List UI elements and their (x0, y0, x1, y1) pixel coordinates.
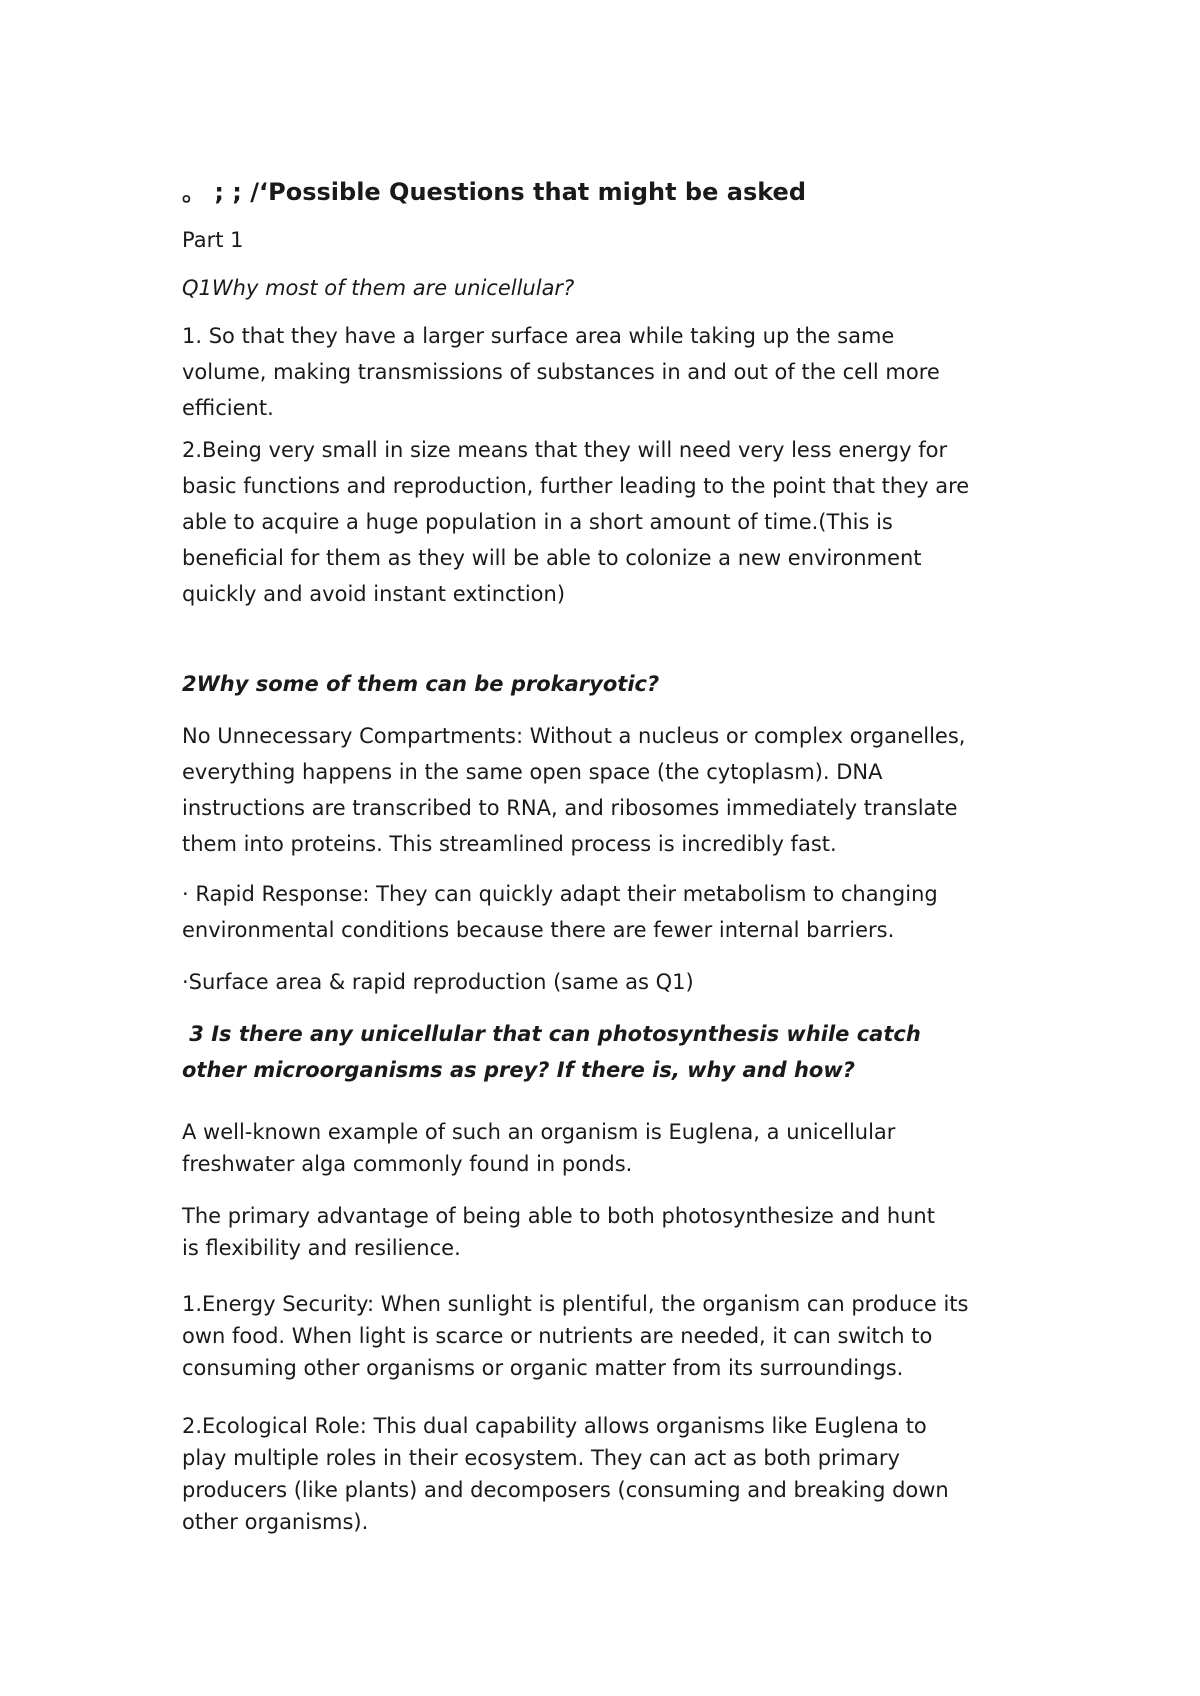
text-line: 2.Being very small in size means that they will need very less energy for (182, 438, 948, 462)
text-line: own food. When light is scarce or nutrients are needed, it can switch to (182, 1324, 933, 1348)
text-line: environmental conditions because there are fewer internal barriers. (182, 918, 895, 942)
q2-paragraph-1 (182, 718, 1042, 862)
text-line: freshwater alga commonly found in ponds. (182, 1152, 633, 1176)
text-line: The primary advantage of being able to both photosynthesize and hunt (182, 1204, 935, 1228)
question-3 (182, 1016, 1042, 1088)
text-line: 1. So that they have a larger surface area while taking up the same (182, 324, 895, 348)
question-2: 2Why some of them can be prokaryotic? (182, 672, 660, 696)
q3-paragraph-4 (182, 1410, 1042, 1538)
text-line: consuming other organisms or organic matter from its surroundings. (182, 1356, 904, 1380)
q2-paragraph-2 (182, 876, 1042, 948)
text-line: 2.Ecological Role: This dual capability allows organisms like Euglena to (182, 1414, 927, 1438)
text-line: them into proteins. This streamlined process is incredibly fast. (182, 832, 837, 856)
text-line: beneficial for them as they will be able to colonize a new environment (182, 546, 922, 570)
question-1: Q1Why most of them are unicellular? (182, 276, 575, 300)
text-line: is flexibility and resilience. (182, 1236, 461, 1260)
text-line: A well-known example of such an organism is Euglena, a unicellular (182, 1120, 896, 1144)
q3-paragraph-1 (182, 1116, 1042, 1180)
text-line: quickly and avoid instant extinction) (182, 582, 566, 606)
text-line: 3 Is there any unicellular that can photosynthesis while catch (182, 1022, 921, 1046)
part-heading: Part 1 (182, 228, 244, 252)
q1-answer-2 (182, 432, 1042, 612)
text-line: able to acquire a huge population in a short amount of time.(This is (182, 510, 893, 534)
q2-paragraph-3: ·Surface area & rapid reproduction (same as Q1) (182, 970, 694, 994)
text-line: No Unnecessary Compartments: Without a nucleus or complex organelles, (182, 724, 966, 748)
q3-paragraph-2 (182, 1200, 1042, 1264)
text-line: efficient. (182, 396, 274, 420)
text-line: · Rapid Response: They can quickly adapt their metabolism to changing (182, 882, 938, 906)
text-line: instructions are transcribed to RNA, and ribosomes immediately translate (182, 796, 958, 820)
page-title: 。 ; ; /‘Possible Questions that might be asked (182, 178, 806, 206)
text-line: basic functions and reproduction, further leading to the point that they are (182, 474, 970, 498)
text-line: producers (like plants) and decomposers (consuming and breaking down (182, 1478, 949, 1502)
text-line: play multiple roles in their ecosystem. They can act as both primary (182, 1446, 900, 1470)
text-line: 1.Energy Security: When sunlight is plentiful, the organism can produce its (182, 1292, 969, 1316)
q3-paragraph-3 (182, 1288, 1042, 1384)
text-line: volume, making transmissions of substances in and out of the cell more (182, 360, 940, 384)
text-line: other microorganisms as prey? If there is, why and how? (182, 1058, 855, 1082)
text-line: everything happens in the same open space (the cytoplasm). DNA (182, 760, 883, 784)
text-line: other organisms). (182, 1510, 369, 1534)
q1-answer-1 (182, 318, 1042, 426)
